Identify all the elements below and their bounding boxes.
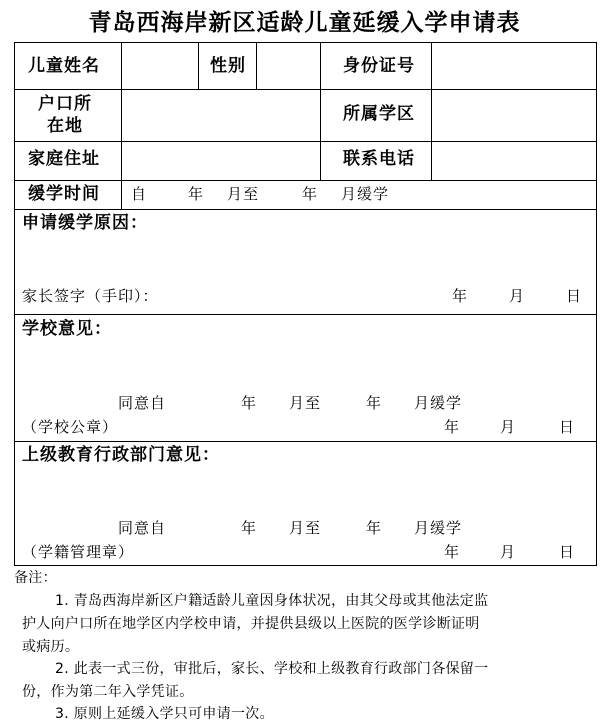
dept-month: 月 — [500, 543, 517, 561]
dept-day: 日 — [559, 543, 576, 561]
phone-label: 联系电话 — [343, 149, 415, 169]
enrollment-seal-label: （学籍管理章） — [22, 543, 135, 561]
school-day: 日 — [559, 418, 576, 436]
row-divider — [14, 314, 597, 315]
dept-agree-month-defer: 月缓学 — [414, 519, 463, 537]
note-line: 份，作为第二年入学凭证。 — [22, 684, 194, 700]
hukou-label-line2: 在地 — [47, 116, 83, 136]
note-line: 3. 原则上延缓入学只可申请一次。 — [55, 706, 274, 722]
school-opinion-label: 学校意见： — [22, 319, 112, 339]
dept-agree-year1: 年 — [241, 519, 258, 537]
education-dept-opinion-label: 上级教育行政部门意见： — [22, 445, 220, 465]
child-name-label: 儿童姓名 — [28, 56, 100, 76]
defer-month-to: 月至 — [227, 185, 260, 203]
column-divider — [431, 42, 432, 180]
row-divider — [14, 180, 597, 181]
form-title: 青岛西海岸新区适龄儿童延缓入学申请表 — [88, 9, 521, 36]
column-divider — [198, 42, 199, 89]
parent-signature-label: 家长签字（手印）： — [22, 287, 159, 305]
column-divider — [256, 42, 257, 89]
column-divider — [320, 42, 321, 180]
dept-year: 年 — [444, 543, 461, 561]
dept-agree-year2: 年 — [366, 519, 383, 537]
row-divider — [14, 89, 597, 90]
school-district-label: 所属学区 — [343, 104, 415, 124]
gender-label: 性别 — [210, 56, 246, 76]
school-year: 年 — [444, 418, 461, 436]
school-agree-year2: 年 — [366, 394, 383, 412]
reason-year: 年 — [452, 287, 469, 305]
reason-label: 申请缓学原因： — [22, 213, 148, 233]
reason-month: 月 — [509, 287, 526, 305]
hukou-label-line1: 户口所 — [38, 94, 92, 114]
home-address-label: 家庭住址 — [28, 149, 100, 169]
note-line: 2. 此表一式三份，审批后，家长、学校和上级教育行政部门各保留一 — [55, 661, 489, 677]
school-agree-year1: 年 — [241, 394, 258, 412]
note-line: 1. 青岛西海岸新区户籍适龄儿童因身体状况，由其父母或其他法定监 — [55, 593, 489, 609]
school-agree-month-defer: 月缓学 — [414, 394, 463, 412]
note-line: 或病历。 — [22, 639, 80, 655]
school-seal-label: （学校公章） — [22, 418, 119, 436]
school-agree-from: 同意自 — [118, 394, 167, 412]
row-divider — [14, 209, 597, 210]
row-divider — [14, 441, 597, 442]
defer-month-defer: 月缓学 — [341, 185, 390, 203]
note-line: 护人向户口所在地学区内学校申请，并提供县级以上医院的医学诊断证明 — [22, 616, 480, 632]
school-agree-month-to: 月至 — [289, 394, 322, 412]
school-month: 月 — [500, 418, 517, 436]
row-divider — [14, 141, 597, 142]
id-number-label: 身份证号 — [343, 56, 415, 76]
defer-from: 自 — [131, 185, 148, 203]
dept-agree-from: 同意自 — [118, 519, 167, 537]
column-divider — [121, 42, 122, 209]
reason-day: 日 — [566, 287, 583, 305]
notes-heading: 备注： — [14, 570, 57, 586]
defer-year1: 年 — [188, 185, 205, 203]
defer-time-label: 缓学时间 — [28, 184, 100, 204]
dept-agree-month-to: 月至 — [289, 519, 322, 537]
defer-year2: 年 — [302, 185, 319, 203]
